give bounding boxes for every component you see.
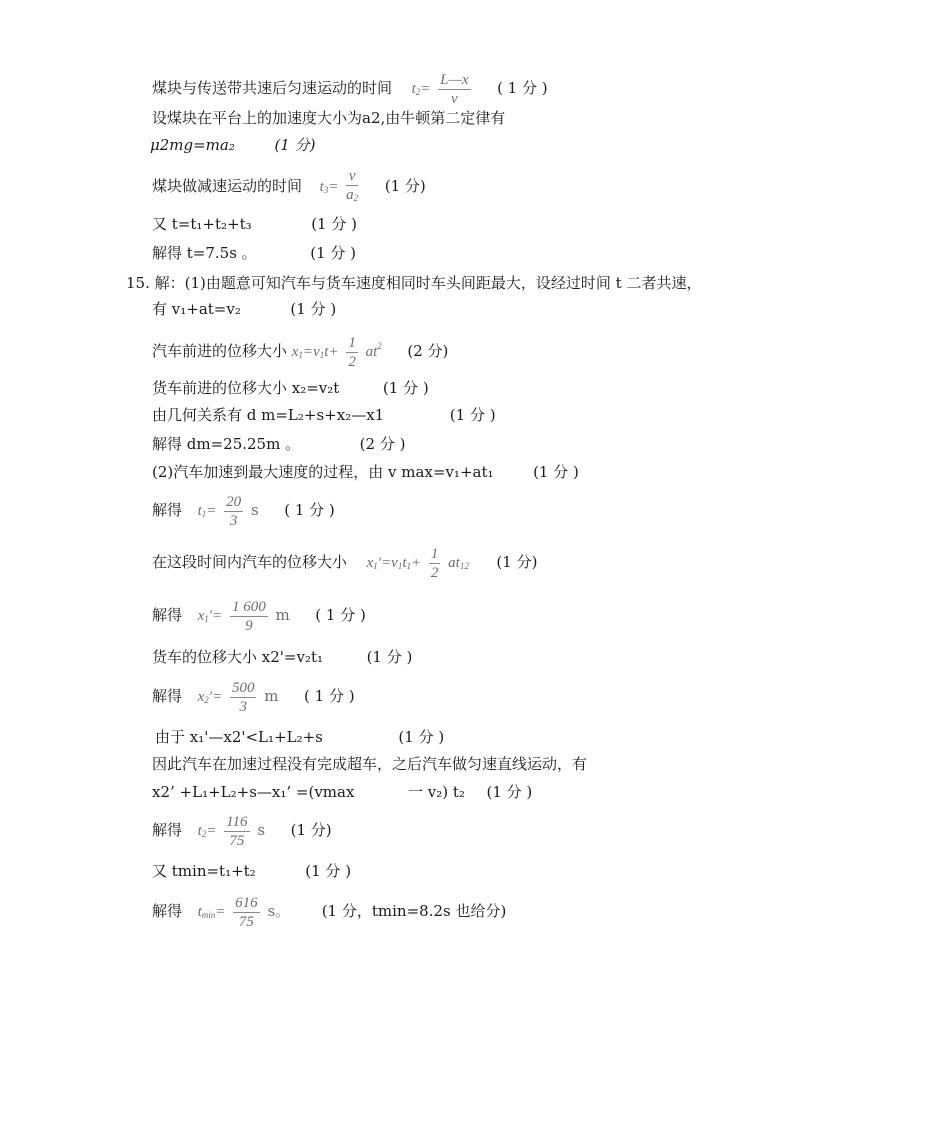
fraction: $\frac{1}{2}$	[430, 545, 439, 581]
text: 因此汽车在加速过程没有完成超车，之后汽车做匀速直线运动，有	[152, 755, 588, 773]
score: (1 分 )	[290, 300, 337, 318]
fraction: $\frac{1 600}{9}$	[231, 598, 266, 634]
solution-line	[152, 243, 356, 263]
formula: $x_1=v_1t+$	[291, 344, 339, 360]
text: 汽车前进的位移大小	[152, 342, 288, 360]
text: 解得	[152, 821, 183, 839]
text: 解得	[152, 606, 183, 624]
solution-line	[152, 326, 448, 375]
formula: $t_{min}=$	[197, 904, 226, 920]
fraction: $\frac{L—x}{v}$	[440, 71, 469, 107]
text: 又 t=t₁+t₂+t₃	[152, 215, 252, 233]
score: ( 1 分 )	[315, 606, 366, 624]
text: 货车前进的位移大小 x₂=v₂t	[152, 379, 340, 397]
solution-line	[152, 782, 532, 802]
unit: s	[250, 501, 259, 519]
score: (2 分)	[407, 342, 449, 360]
solution-line	[152, 490, 335, 534]
score: (1 分 )	[311, 215, 357, 233]
solution-line	[152, 810, 332, 854]
text: 煤块做减速运动的时间	[152, 177, 303, 195]
solution-line	[152, 542, 537, 586]
solution-line	[152, 166, 426, 210]
formula: $at^2$	[365, 341, 382, 360]
solution-line	[152, 108, 505, 128]
solution-line	[152, 647, 412, 667]
score: ( 1 分 )	[304, 687, 355, 705]
score: (1 分 )	[398, 728, 445, 746]
fraction: $\frac{616}{75}$	[235, 894, 258, 930]
text: 在这段时间内汽车的位移大小	[152, 553, 348, 571]
text: 又 tmin=t₁+t₂	[152, 862, 256, 880]
text: 设煤块在平台上的加速度大小为a2,由牛顿第二定律有	[152, 109, 506, 127]
text: 由于 x₁'—x2'<L₁+L₂+s	[155, 728, 323, 746]
solution-line	[152, 299, 336, 319]
formula: $t_1=$	[197, 503, 217, 519]
score: (1 分 )	[449, 406, 496, 424]
text: 货车的位移大小 x2'=v₂t₁	[152, 648, 323, 666]
score: (1 分 )	[533, 463, 579, 481]
text: 一 v₂) t₂	[407, 783, 465, 801]
text: 有 v₁+at=v₂	[152, 300, 241, 318]
unit: m	[275, 606, 290, 624]
problem-15-heading	[126, 273, 701, 293]
score: (1 分 )	[366, 648, 413, 666]
score: ( 1 分 )	[497, 79, 548, 97]
solution-line	[150, 135, 315, 155]
formula: $t_2=$	[411, 81, 431, 97]
text: (2)汽车加速到最大速度的过程，由 v max=v₁+at₁	[152, 463, 494, 481]
score: (2 分 )	[359, 435, 406, 453]
formula: $x_2'=$	[197, 689, 223, 705]
score: (1 分，tmin=8.2s 也给分)	[321, 902, 507, 920]
text: 由几何关系有 d m=L₂+s+x₂—x1	[152, 406, 385, 424]
text: 解得	[152, 902, 183, 920]
solution-line	[152, 676, 355, 720]
text: 解得	[152, 687, 183, 705]
solution-line	[152, 378, 429, 398]
score: (1 分)	[384, 177, 426, 195]
text: 煤块与传送带共速后匀速运动的时间	[152, 79, 393, 97]
formula: $x_1'=v_1t_1+$	[366, 555, 422, 571]
score: (1 分 )	[486, 783, 533, 801]
solution-line	[152, 462, 579, 482]
fraction: $\frac{1}{2}$	[348, 334, 356, 370]
fraction: $\frac{v}{a_2}$	[346, 168, 359, 203]
solution-line	[152, 405, 496, 425]
unit: s。	[267, 902, 291, 920]
formula: $t_3=$	[319, 179, 339, 195]
score: ( 1 分 )	[284, 501, 335, 519]
formula: $x_1'=$	[197, 608, 223, 624]
solution-line	[152, 861, 351, 881]
unit: m	[264, 687, 279, 705]
solution-line	[152, 891, 506, 935]
text: 解得 dm=25.25m 。	[152, 435, 301, 453]
solution-line	[152, 68, 548, 112]
text: x2’ +L₁+L₂+s—x₁’ =(vmax	[152, 783, 355, 801]
solution-line	[152, 754, 587, 774]
formula: μ2mg=ma₂	[150, 136, 235, 154]
score: (1 分 )	[382, 379, 429, 397]
fraction: $\frac{20}{3}$	[226, 493, 242, 529]
unit: s	[257, 821, 266, 839]
score: (1 分 )	[305, 862, 352, 880]
solution-line	[155, 727, 444, 747]
text: 15. 解：(1)由题意可知汽车与货车速度相同时车头间距最大，设经过时间 t 二者共速，	[126, 274, 702, 292]
text: 解得 t=7.5s 。	[152, 244, 257, 262]
formula: $t_2=$	[197, 823, 217, 839]
text: 解得	[152, 501, 183, 519]
score: (1 分)	[274, 136, 316, 154]
solution-line	[152, 595, 366, 639]
score: (1 分 )	[310, 244, 357, 262]
fraction: $\frac{500}{3}$	[231, 679, 255, 715]
fraction: $\frac{116}{75}$	[226, 813, 248, 849]
solution-line	[152, 434, 405, 454]
score: (1 分)	[290, 821, 332, 839]
formula: $at_{12}$	[448, 555, 469, 571]
solution-line	[152, 214, 357, 234]
score: (1 分)	[496, 553, 538, 571]
